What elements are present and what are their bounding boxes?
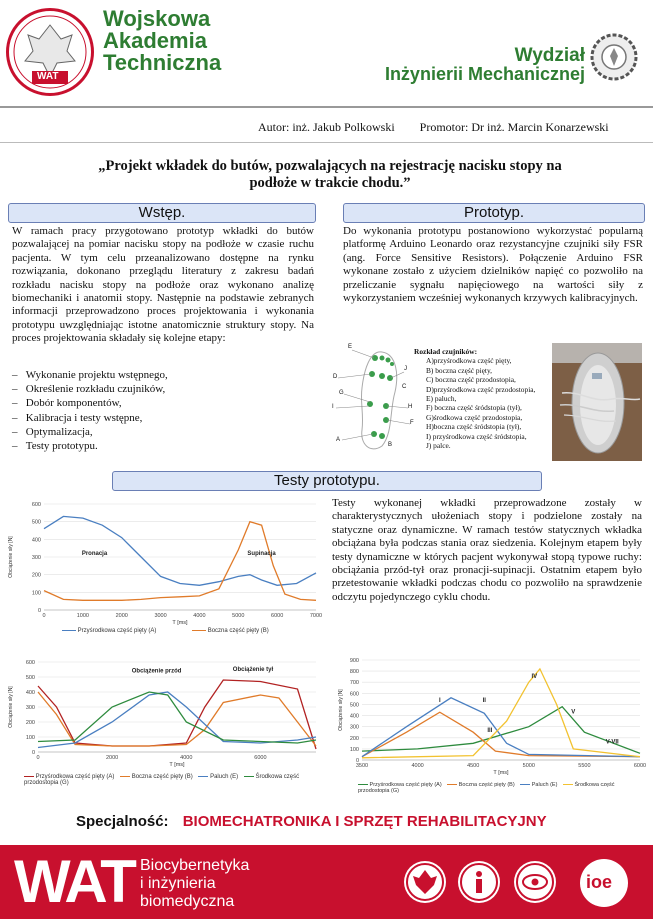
y-tick-label: 500 [25, 675, 35, 681]
foot-label: J [404, 366, 407, 372]
prototyp-text: Do wykonania prototypu postanowiono wykorzystać popularną platformę Arduino Leonardo oraz rezystancyjne czujniki siły FSR (ang. Force Sensitive Resistors). Połączenie Arduino FSR wykonane zostało z użyciem dzielników napięć co pozwoliło na przeliczanie sygnału napięciowego na wartości siły z wykorzystaniem wcześniej wykonanych krzywych kalibracyjnych. [343, 225, 643, 305]
chart-annotation: V-VII [605, 739, 619, 746]
x-tick-label: 3000 [154, 613, 167, 619]
university-name: Wojskowa Akademia Techniczna [103, 6, 222, 75]
foot-label: I [332, 404, 334, 410]
x-tick-label: 6000 [633, 763, 646, 769]
chart-legend: Przyśrodkowa część pięty (A) Boczna część pięty (B) Paluch (E) Środkowa część przodostopia (G) [358, 782, 615, 794]
x-tick-label: 2000 [115, 613, 128, 619]
chart-annotation: Pronacja [81, 551, 108, 558]
y-tick-label: 200 [31, 572, 41, 579]
series-line [362, 707, 640, 754]
x-tick-label: 2000 [106, 755, 119, 761]
chart-annotation: Obciążenie przód [131, 668, 182, 675]
footer-programme-name: Biocybernetyka i inżynieria biomedyczna [140, 857, 250, 910]
header-divider [0, 106, 653, 108]
chart-front-back-loading [6, 656, 324, 796]
testy-text: Testy wykonanej wkładki przeprowadzone zostały w charakterystycznych ułożeniach stopy i podzielone zostały na statyczne oraz dynamiczne. W ramach testów statycznych wkładka obciążana była podczas stania oraz siedzenia. Kolejnym etapem były testy dynamiczne w których pacjent wykonywał stopą typowe ruchy: obciążania przód-tył oraz pronacji-supinacji. Ostatnim etapem było przetestowanie wkładki podczas chodu co pozwoliło na sprawdzenie odczytu pojedynczego cyklu chodu. [332, 497, 642, 603]
x-tick-label: 4000 [411, 763, 424, 769]
y-tick-label: 100 [25, 735, 35, 741]
chart-pronation-supination [6, 496, 324, 646]
poster-title: „Projekt wkładek do butów, pozwalających na rejestrację nacisku stopy na podłoże w trakcie chodu.” [98, 158, 562, 191]
y-tick-label: 100 [31, 590, 41, 597]
foot-label: F [410, 420, 414, 426]
y-tick-label: 0 [355, 758, 359, 764]
x-tick-label: 4000 [180, 755, 193, 761]
y-tick-label: 800 [349, 669, 359, 676]
prototype-photo [552, 343, 642, 461]
section-heading-prototyp: Prototyp. [343, 203, 645, 223]
wat-emblem-logo [6, 8, 94, 96]
x-tick-label: 5000 [232, 613, 245, 619]
wstep-text: W ramach pracy przygotowano prototyp wkładki do butów pozwalającej na pomiar nacisku stopy na podłoże w czasie ruchu pacjenta. W tym celu przeanalizowano dostępne na rynku rozwiązania, dokonano przeglądu literatury z zakresu badań rozkładu nacisku stopy na podłoże oraz wykonano analizę biomechaniki i anatomii stopy. Następnie na podstawie zebranych informacji przeprowadzono proces projektowania i wykonania prototypu uwzględniając istotne anatomicznie struktury stopy. Na proces projektowania składały się kolejne etapy: [12, 225, 314, 345]
chart-annotation: IV [531, 673, 538, 680]
footer-info-logo [458, 861, 500, 903]
y-tick-label: 200 [25, 720, 35, 726]
x-tick-label: 1000 [76, 613, 89, 619]
foot-label: A [336, 437, 341, 443]
sensor-layout-diagram [330, 344, 416, 454]
y-tick-label: 900 [349, 658, 359, 664]
series-line [38, 692, 316, 748]
section-heading-wstep: Wstęp. [8, 203, 316, 223]
y-tick-label: 600 [31, 502, 41, 508]
authors-line: Autor: inż. Jakub Polkowski Promotor: Dr inż. Marcin Konarzewski [258, 120, 609, 134]
y-tick-label: 700 [349, 680, 359, 687]
speciality-line: Specjalność: BIOMECHATRONIKA I SPRZĘT REHABILITACYJNY [76, 813, 547, 830]
sensor-list: Rozkład czujników: A)przyśrodkowa część pięty, B) boczna część pięty, C) boczna część przodostopia, D)przyśrodkowa część przodostopia, E) paluch, F) boczna część śródstopia (tył), G)środkowa część przodostopia, H)boczna część śródstopia (tył), I) przyśrodkowa część śródstopia, J) palce. [414, 347, 536, 451]
x-tick-label: 5500 [578, 763, 591, 769]
list-item: – Wykonanie projektu wstępnego, [12, 369, 168, 381]
y-axis-label: Obciążenie siły [N] [8, 686, 14, 728]
chart-annotation: Supinacja [247, 551, 276, 558]
y-tick-label: 100 [349, 746, 359, 753]
foot-label: G [339, 390, 344, 396]
x-axis-label: T [ms] [493, 770, 509, 776]
footer-eye-logo [514, 861, 556, 903]
department-gear-logo [589, 32, 639, 82]
x-tick-label: 4000 [193, 613, 206, 619]
chart-legend: Przyśrodkowa część pięty (A) Boczna część pięty (B) Paluch (E) Środkowa część przodostopia (G) [24, 774, 300, 786]
department-name: Wydział Inżynierii Mechanicznej [384, 45, 585, 84]
y-tick-label: 600 [349, 691, 359, 698]
footer-ioe-logo: ioe [580, 859, 628, 907]
y-tick-label: 500 [31, 519, 41, 526]
y-tick-label: 500 [349, 702, 359, 709]
y-tick-label: 200 [349, 735, 359, 742]
y-tick-label: 300 [31, 555, 41, 561]
y-tick-label: 400 [25, 690, 35, 696]
chart-legend: Przyśrodkowa część pięty (A) Boczna część pięty (B) [62, 628, 322, 634]
y-tick-label: 300 [349, 724, 359, 731]
y-axis-label: Obciążenie siły [N] [8, 536, 14, 578]
chart-annotation: Obciążenie tył [232, 667, 274, 673]
chart-annotation: I [439, 698, 441, 705]
list-item: – Kalibracja i testy wstępne, [12, 411, 143, 424]
y-tick-label: 0 [37, 608, 41, 614]
x-axis-label: T [ms] [172, 620, 188, 626]
section-heading-testy: Testy prototypu. [112, 471, 542, 491]
footer-wat-logo: WAT [14, 848, 134, 915]
footer-band [0, 845, 653, 919]
x-tick-label: 6000 [254, 755, 267, 761]
chart-gait-cycle [336, 656, 646, 796]
foot-label: D [333, 374, 338, 380]
x-tick-label: 0 [36, 755, 40, 761]
list-item: – Dobór komponentów, [12, 397, 122, 410]
x-tick-label: 0 [42, 613, 46, 619]
foot-label: H [408, 404, 413, 410]
y-tick-label: 0 [31, 750, 35, 756]
foot-label: C [402, 384, 407, 390]
y-tick-label: 300 [25, 705, 35, 711]
authors-divider [0, 142, 653, 143]
series-line [38, 680, 316, 749]
list-item: – Określenie rozkładu czujników, [12, 383, 166, 396]
foot-label: B [388, 442, 393, 448]
x-axis-label: T [ms] [169, 762, 185, 768]
x-tick-label: 5000 [522, 763, 535, 769]
x-tick-label: 4500 [467, 763, 480, 769]
chart-annotation: II [482, 698, 486, 705]
list-item: – Optymalizacja, [12, 425, 93, 438]
chart-annotation: III [487, 728, 493, 735]
wstep-steps [12, 368, 314, 453]
y-tick-label: 400 [349, 713, 359, 720]
y-tick-label: 600 [25, 660, 35, 666]
foot-label: E [348, 344, 353, 350]
chart-annotation: V [571, 709, 576, 716]
emblem-text: WAT [37, 71, 59, 82]
x-tick-label: 6000 [271, 613, 284, 619]
x-tick-label: 7000 [309, 613, 323, 619]
list-item: – Testy prototypu. [12, 440, 98, 453]
x-tick-label: 3500 [355, 763, 369, 769]
y-tick-label: 400 [31, 537, 41, 544]
y-axis-label: Obciążenie siły [N] [338, 689, 344, 731]
series-line [44, 522, 316, 601]
footer-emblem-logo [404, 861, 446, 903]
